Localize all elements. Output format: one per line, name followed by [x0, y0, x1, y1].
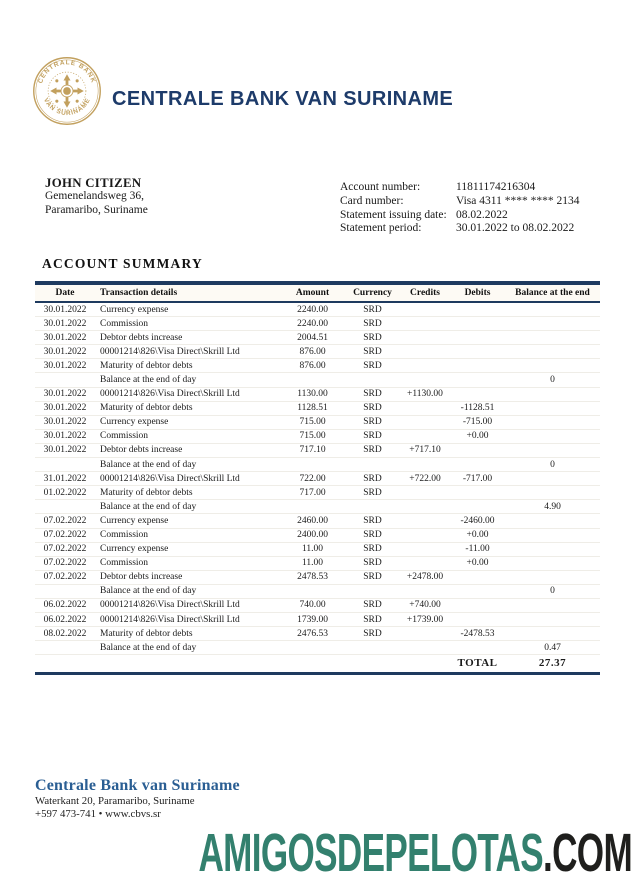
table-cell: 30.01.2022	[35, 359, 95, 373]
table-cell	[450, 345, 505, 359]
table-cell: Debtor debts increase	[95, 570, 280, 584]
table-cell	[345, 641, 400, 655]
table-cell	[400, 373, 450, 387]
table-cell	[400, 641, 450, 655]
table-cell: SRD	[345, 627, 400, 641]
col-header-debits: Debits	[450, 283, 505, 302]
table-row	[35, 542, 600, 556]
table-cell	[35, 458, 95, 472]
bank-seal-logo	[32, 56, 102, 126]
table-cell: SRD	[345, 429, 400, 443]
table-cell	[505, 401, 600, 415]
table-cell: SRD	[345, 514, 400, 528]
table-cell: Maturity of debtor debts	[95, 627, 280, 641]
account-number-label: Account number:	[340, 181, 421, 193]
table-cell	[450, 570, 505, 584]
table-cell	[450, 373, 505, 387]
table-body	[35, 302, 600, 655]
table-cell: -717.00	[450, 472, 505, 486]
table-cell: Maturity of debtor debts	[95, 486, 280, 500]
table-cell	[505, 302, 600, 317]
table-cell: Balance at the end of day	[95, 458, 280, 472]
col-header-credits: Credits	[400, 283, 450, 302]
table-row	[35, 570, 600, 584]
table-cell: 2460.00	[280, 514, 345, 528]
table-row	[35, 458, 600, 472]
statement-period-row	[340, 222, 579, 236]
col-header-amount: Amount	[280, 283, 345, 302]
table-row	[35, 472, 600, 486]
table-cell	[450, 486, 505, 500]
table-cell	[505, 429, 600, 443]
table-cell	[505, 627, 600, 641]
table-cell: 07.02.2022	[35, 528, 95, 542]
customer-name: JOHN CITIZEN	[45, 176, 142, 190]
table-cell	[505, 528, 600, 542]
table-cell	[505, 556, 600, 570]
table-cell: 00001214\826\Visa Direct\Skrill Ltd	[95, 598, 280, 612]
table-cell: SRD	[345, 401, 400, 415]
table-cell: +1739.00	[400, 613, 450, 627]
table-row	[35, 317, 600, 331]
table-cell	[450, 500, 505, 514]
table-cell	[35, 373, 95, 387]
table-cell: 30.01.2022	[35, 415, 95, 429]
table-cell	[450, 317, 505, 331]
table-cell	[450, 598, 505, 612]
watermark	[198, 823, 632, 883]
table-row	[35, 401, 600, 415]
table-cell	[505, 317, 600, 331]
table-cell: 00001214\826\Visa Direct\Skrill Ltd	[95, 387, 280, 401]
table-cell: +0.00	[450, 528, 505, 542]
table-cell: 4.90	[505, 500, 600, 514]
table-cell: SRD	[345, 486, 400, 500]
table-cell: 01.02.2022	[35, 486, 95, 500]
watermark-suffix-text: .COM	[542, 823, 632, 883]
table-cell: SRD	[345, 302, 400, 317]
table-cell: 30.01.2022	[35, 429, 95, 443]
table-footer	[35, 655, 600, 674]
table-cell	[280, 373, 345, 387]
table-cell	[400, 317, 450, 331]
table-cell: SRD	[345, 472, 400, 486]
table-cell: 30.01.2022	[35, 401, 95, 415]
table-row	[35, 613, 600, 627]
account-summary-heading: ACCOUNT SUMMARY	[42, 256, 203, 271]
customer-address-line2: Paramaribo, Suriname	[45, 203, 148, 216]
card-number-value: Visa 4311 **** **** 2134	[456, 194, 580, 207]
table-cell	[505, 331, 600, 345]
table-cell: 1739.00	[280, 613, 345, 627]
table-row	[35, 556, 600, 570]
table-cell	[400, 331, 450, 345]
table-cell: 30.01.2022	[35, 387, 95, 401]
customer-block	[45, 177, 148, 217]
table-cell: Currency expense	[95, 542, 280, 556]
table-cell: 2004.51	[280, 331, 345, 345]
table-cell	[400, 500, 450, 514]
table-cell	[400, 415, 450, 429]
table-cell	[35, 584, 95, 598]
table-cell	[35, 500, 95, 514]
table-cell	[505, 570, 600, 584]
table-cell: +740.00	[400, 598, 450, 612]
table-cell: 1130.00	[280, 387, 345, 401]
table-cell	[345, 373, 400, 387]
table-cell: -1128.51	[450, 401, 505, 415]
table-row	[35, 500, 600, 514]
table-cell: 0	[505, 584, 600, 598]
table-cell: 1128.51	[280, 401, 345, 415]
table-row	[35, 641, 600, 655]
table-cell: 30.01.2022	[35, 317, 95, 331]
table-cell: +0.00	[450, 556, 505, 570]
table-cell	[400, 345, 450, 359]
table-cell	[400, 458, 450, 472]
table-row	[35, 486, 600, 500]
table-cell	[450, 302, 505, 317]
table-cell	[280, 641, 345, 655]
watermark-main-text: AMIGOSDEPELOTAS	[198, 823, 543, 883]
table-cell	[505, 472, 600, 486]
table-cell: Commission	[95, 528, 280, 542]
table-cell	[505, 443, 600, 457]
table-cell	[450, 641, 505, 655]
table-cell: 717.10	[280, 443, 345, 457]
table-cell: SRD	[345, 570, 400, 584]
table-cell: SRD	[345, 387, 400, 401]
table-cell	[400, 359, 450, 373]
customer-address-line1: Gemenelandsweg 36,	[45, 190, 144, 203]
statement-period-value: 30.01.2022 to 08.02.2022	[456, 222, 575, 235]
table-cell	[345, 500, 400, 514]
card-number-row	[340, 195, 579, 209]
transactions-table	[35, 281, 600, 675]
table-cell: 0	[505, 458, 600, 472]
col-header-details: Transaction details	[95, 283, 280, 302]
table-row	[35, 584, 600, 598]
table-cell: 2240.00	[280, 317, 345, 331]
table-cell	[345, 458, 400, 472]
table-cell: 2478.53	[280, 570, 345, 584]
table-cell: 2400.00	[280, 528, 345, 542]
col-header-balance: Balance at the end	[505, 283, 600, 302]
total-label: TOTAL	[450, 655, 505, 674]
table-cell: SRD	[345, 556, 400, 570]
table-cell: 2240.00	[280, 302, 345, 317]
table-cell: 0.47	[505, 641, 600, 655]
table-row	[35, 345, 600, 359]
table-cell: 00001214\826\Visa Direct\Skrill Ltd	[95, 472, 280, 486]
table-cell	[280, 500, 345, 514]
table-cell: +0.00	[450, 429, 505, 443]
table-cell: 717.00	[280, 486, 345, 500]
table-cell: SRD	[345, 443, 400, 457]
table-cell: 30.01.2022	[35, 345, 95, 359]
table-cell: -715.00	[450, 415, 505, 429]
table-cell: 876.00	[280, 345, 345, 359]
table-cell	[400, 401, 450, 415]
table-row	[35, 429, 600, 443]
table-cell: 31.01.2022	[35, 472, 95, 486]
table-cell: Balance at the end of day	[95, 500, 280, 514]
bank-title: CENTRALE BANK VAN SURINAME	[112, 87, 454, 110]
table-row	[35, 373, 600, 387]
table-cell: -2460.00	[450, 514, 505, 528]
card-number-label: Card number:	[340, 194, 404, 207]
table-cell: SRD	[345, 613, 400, 627]
table-cell: SRD	[345, 542, 400, 556]
table-cell	[400, 429, 450, 443]
table-header	[35, 283, 600, 302]
table-cell: Debtor debts increase	[95, 331, 280, 345]
table-cell	[450, 359, 505, 373]
table-cell	[450, 613, 505, 627]
table-cell	[400, 486, 450, 500]
table-row	[35, 443, 600, 457]
logo-text-bottom: VAN SURINAME	[41, 96, 93, 118]
table-cell: SRD	[345, 317, 400, 331]
table-cell: +2478.00	[400, 570, 450, 584]
table-cell: +1130.00	[400, 387, 450, 401]
table-cell	[505, 514, 600, 528]
statement-period-label: Statement period:	[340, 222, 422, 235]
table-header-row	[35, 283, 600, 302]
table-cell: Debtor debts increase	[95, 443, 280, 457]
col-header-date: Date	[35, 283, 95, 302]
table-cell: 11.00	[280, 542, 345, 556]
col-header-currency: Currency	[345, 283, 400, 302]
table-cell: -2478.53	[450, 627, 505, 641]
table-cell: SRD	[345, 528, 400, 542]
table-cell: SRD	[345, 359, 400, 373]
table-cell	[400, 627, 450, 641]
table-cell: 08.02.2022	[35, 627, 95, 641]
table-cell: SRD	[345, 598, 400, 612]
table-cell: Commission	[95, 429, 280, 443]
table-cell	[400, 542, 450, 556]
table-cell	[345, 584, 400, 598]
account-number-row	[340, 181, 579, 195]
total-spacer	[35, 655, 450, 674]
table-row	[35, 627, 600, 641]
table-cell	[505, 345, 600, 359]
table-cell: 2476.53	[280, 627, 345, 641]
table-cell: Balance at the end of day	[95, 641, 280, 655]
table-cell	[35, 641, 95, 655]
footer-bank-name: Centrale Bank van Suriname	[35, 777, 240, 794]
table-row	[35, 359, 600, 373]
table-cell: SRD	[345, 415, 400, 429]
table-row	[35, 415, 600, 429]
table-row	[35, 514, 600, 528]
table-cell	[280, 458, 345, 472]
table-cell: 00001214\826\Visa Direct\Skrill Ltd	[95, 613, 280, 627]
table-cell: 715.00	[280, 415, 345, 429]
logo-text-top: CENTRALE BANK	[37, 59, 97, 85]
table-cell: Balance at the end of day	[95, 584, 280, 598]
table-cell: 715.00	[280, 429, 345, 443]
table-cell: -11.00	[450, 542, 505, 556]
table-cell: +717.10	[400, 443, 450, 457]
table-cell	[505, 359, 600, 373]
footer-contact: +597 473-741 • www.cbvs.sr	[35, 808, 161, 820]
issuing-date-value: 08.02.2022	[456, 208, 508, 221]
table-cell: +722.00	[400, 472, 450, 486]
table-cell: SRD	[345, 345, 400, 359]
total-row	[35, 655, 600, 674]
table-cell: 876.00	[280, 359, 345, 373]
issuing-date-label: Statement issuing date:	[340, 208, 447, 221]
table-row	[35, 598, 600, 612]
bank-header	[32, 56, 453, 126]
footer-address: Waterkant 20, Paramaribo, Suriname	[35, 795, 195, 807]
table-cell	[450, 387, 505, 401]
issuing-date-row	[340, 209, 579, 223]
table-cell	[505, 387, 600, 401]
table-cell: 07.02.2022	[35, 556, 95, 570]
table-cell: 722.00	[280, 472, 345, 486]
table-cell	[400, 514, 450, 528]
table-cell: 07.02.2022	[35, 542, 95, 556]
table-cell: 30.01.2022	[35, 443, 95, 457]
account-info-block	[340, 181, 579, 236]
table-cell: Currency expense	[95, 514, 280, 528]
table-cell	[505, 415, 600, 429]
account-number-value: 11811174216304	[456, 181, 536, 193]
table-cell	[505, 613, 600, 627]
table-cell	[450, 458, 505, 472]
table-cell	[450, 584, 505, 598]
table-row	[35, 528, 600, 542]
table-cell: 07.02.2022	[35, 514, 95, 528]
table-cell: Currency expense	[95, 415, 280, 429]
table-cell	[400, 584, 450, 598]
table-cell: 30.01.2022	[35, 302, 95, 317]
table-cell	[450, 331, 505, 345]
table-cell: Balance at the end of day	[95, 373, 280, 387]
table-cell: SRD	[345, 331, 400, 345]
transactions-table-wrap	[35, 281, 600, 675]
table-cell: 30.01.2022	[35, 331, 95, 345]
table-cell	[450, 443, 505, 457]
table-cell: Currency expense	[95, 302, 280, 317]
total-value: 27.37	[505, 655, 600, 674]
table-cell: 740.00	[280, 598, 345, 612]
table-row	[35, 387, 600, 401]
table-cell	[400, 528, 450, 542]
table-cell: 06.02.2022	[35, 613, 95, 627]
footer-block	[35, 777, 240, 821]
table-cell: 11.00	[280, 556, 345, 570]
table-cell: 00001214\826\Visa Direct\Skrill Ltd	[95, 345, 280, 359]
table-cell	[280, 584, 345, 598]
table-cell	[400, 302, 450, 317]
compass-emblem	[50, 74, 84, 108]
table-cell	[505, 486, 600, 500]
table-row	[35, 331, 600, 345]
table-cell	[505, 598, 600, 612]
table-cell: Commission	[95, 317, 280, 331]
table-cell: Commission	[95, 556, 280, 570]
table-cell: Maturity of debtor debts	[95, 359, 280, 373]
table-cell: Maturity of debtor debts	[95, 401, 280, 415]
table-cell: 06.02.2022	[35, 598, 95, 612]
table-cell	[505, 542, 600, 556]
table-row	[35, 302, 600, 317]
table-cell: 0	[505, 373, 600, 387]
table-cell	[400, 556, 450, 570]
table-cell: 07.02.2022	[35, 570, 95, 584]
